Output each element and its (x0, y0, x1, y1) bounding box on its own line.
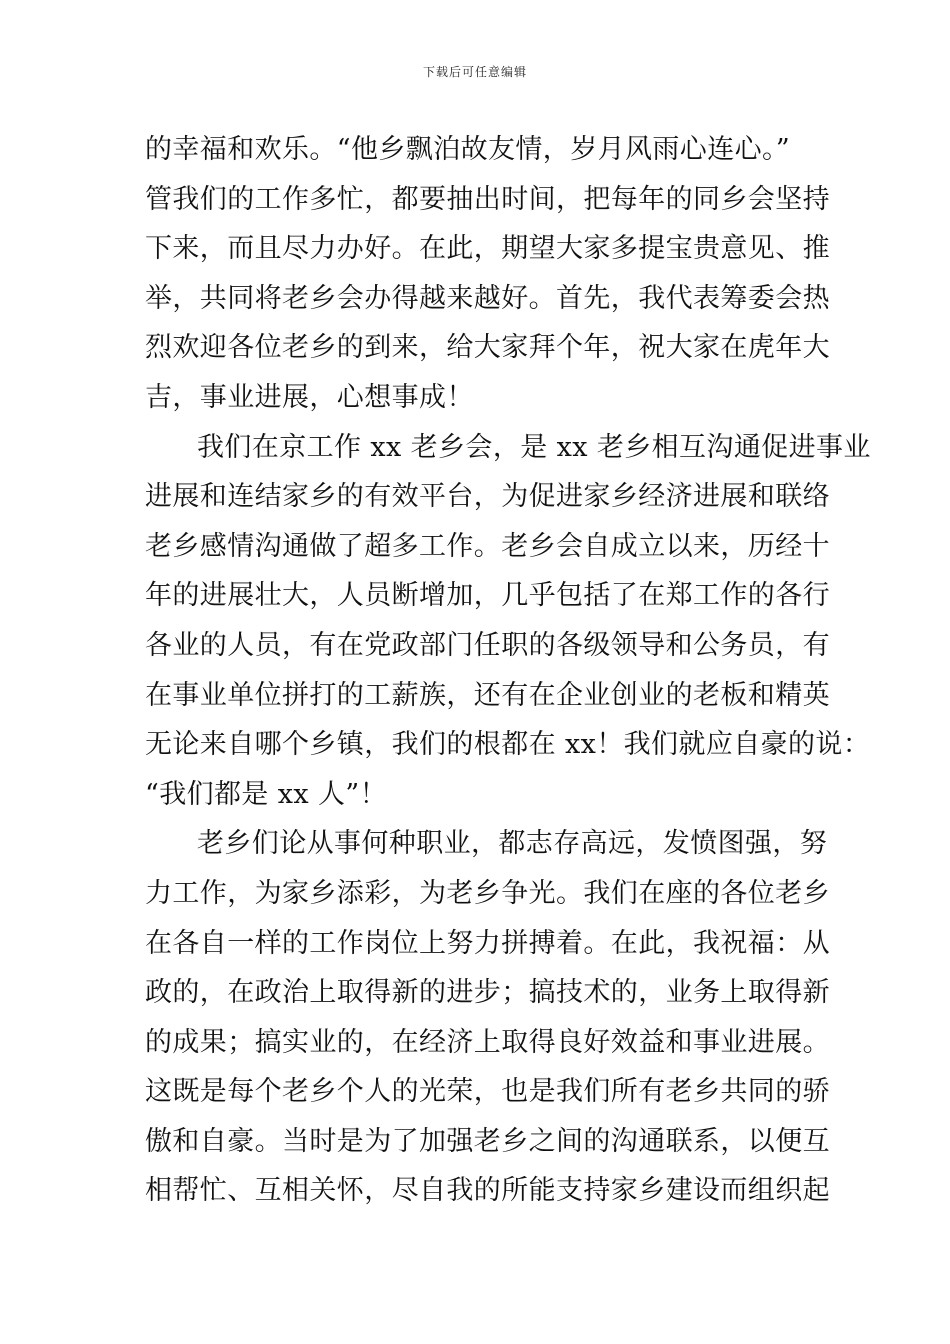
text-line: 各业的人员，有在党政部门任职的各级领导和公务员，有 (145, 629, 830, 661)
text-line: 管我们的工作多忙，都要抽出时间，把每年的同乡会坚持 (145, 183, 830, 215)
text-line: 无论来自哪个乡镇，我们的根都在 xx！我们就应自豪的说： (145, 729, 871, 761)
body-text (145, 125, 871, 1216)
text-line: 下来，而且尽力办好。在此，期望大家多提宝贵意见、推 (145, 233, 830, 265)
paragraph-start-line: 我们在京工作 xx 老乡会，是 xx 老乡相互沟通促进事业 (197, 431, 871, 463)
text-line: 的幸福和欢乐。“他乡飘泊故友情，岁月风雨心连心。” (145, 134, 791, 165)
text-line: 吉，事业进展，心想事成！ (145, 381, 474, 413)
text-line: 相帮忙、互相关怀，尽自我的所能支持家乡建设而组织起 (145, 1175, 830, 1207)
text-line: 进展和连结家乡的有效平台，为促进家乡经济进展和联络 (145, 481, 830, 513)
text-line: 年的进展壮大，人员断增加，几乎包括了在郑工作的各行 (145, 580, 830, 612)
text-line: 政的，在政治上取得新的进步；搞技术的，业务上取得新 (145, 977, 830, 1009)
text-line: 傲和自豪。当时是为了加强老乡之间的沟通联系，以便互 (145, 1125, 830, 1157)
text-line: 的成果；搞实业的，在经济上取得良好效益和事业进展。 (145, 1026, 830, 1058)
text-line: “我们都是 xx 人”！ (145, 778, 388, 810)
text-line: 这既是每个老乡个人的光荣，也是我们所有老乡共同的骄 (145, 1076, 830, 1108)
text-line: 烈欢迎各位老乡的到来，给大家拜个年，祝大家在虎年大 (145, 332, 830, 364)
text-line: 在事业单位拼打的工薪族，还有在企业创业的老板和精英 (145, 679, 830, 711)
text-line: 老乡感情沟通做了超多工作。老乡会自成立以来，历经十 (145, 530, 830, 562)
paragraph-start-line: 老乡们论从事何种职业，都志存高远，发愤图强，努 (197, 828, 828, 860)
text-line: 在各自一样的工作岗位上努力拼搏着。在此，我祝福：从 (145, 927, 830, 959)
header-note: 下载后可任意编辑 (422, 65, 527, 79)
text-line: 力工作，为家乡添彩，为老乡争光。我们在座的各位老乡 (145, 877, 830, 909)
text-line: 举，共同将老乡会办得越来越好。首先，我代表筹委会热 (145, 282, 830, 314)
